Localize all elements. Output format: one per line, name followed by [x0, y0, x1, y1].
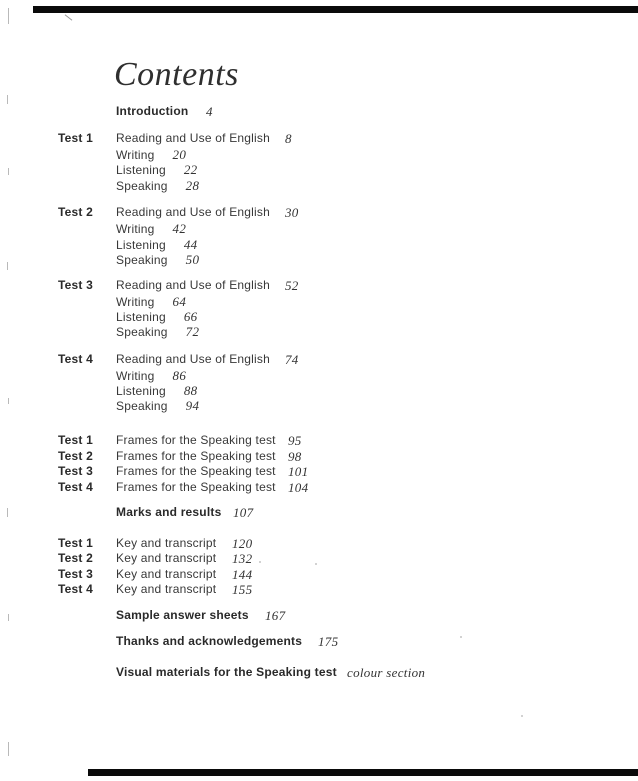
entry-label: Writing: [116, 295, 155, 309]
entry-label: Reading and Use of English: [116, 131, 270, 145]
page-number: 95: [288, 433, 302, 448]
page-number: 88: [183, 383, 198, 398]
page-number: 8: [285, 131, 292, 146]
entry-label: Frames for the Speaking test: [116, 449, 276, 463]
scan-artifact-top-bar: [33, 6, 638, 13]
entry-label: Key and transcript: [116, 567, 217, 581]
entry-label: Reading and Use of English: [116, 205, 270, 219]
page-number: 98: [288, 449, 302, 464]
entry-label: Visual materials for the Speaking test: [116, 665, 337, 679]
page-number: 42: [172, 221, 187, 236]
toc-row-frames-test3: [0, 464, 638, 479]
page-number: 155: [232, 582, 253, 597]
entry-label: Frames for the Speaking test: [116, 464, 276, 478]
page-number: colour section: [347, 665, 426, 680]
page-number: 74: [285, 352, 299, 367]
toc-row-key-test2: [0, 551, 638, 566]
test-label: Test 1: [58, 433, 93, 447]
entry-label: Speaking: [116, 399, 168, 413]
toc-row-thanks: [0, 634, 638, 649]
entry-label: Thanks and acknowledgements: [116, 634, 303, 648]
entry-label: Frames for the Speaking test: [116, 433, 276, 447]
page-number: 44: [183, 237, 198, 252]
page-number: 22: [183, 162, 198, 177]
test-label: Test 1: [58, 131, 93, 145]
page-title: Contents: [114, 56, 239, 93]
entry-label: Listening: [116, 310, 166, 324]
test-label: Test 1: [58, 536, 93, 550]
entry-label: Listening: [116, 384, 166, 398]
test-label: Test 4: [58, 352, 93, 366]
scan-artifact-speck: [521, 715, 523, 717]
toc-row-key-test1: [0, 536, 638, 551]
scan-artifact-edge-dash: [8, 8, 9, 24]
page-number: 52: [285, 278, 299, 293]
page-number: 50: [185, 252, 200, 267]
entry-label: Key and transcript: [116, 582, 217, 596]
entry-label: Listening: [116, 163, 166, 177]
test-label: Test 3: [58, 278, 93, 292]
toc-row-test4-writing: [0, 368, 638, 383]
entry-label: Writing: [116, 369, 155, 383]
toc-row-test4-speaking: [0, 398, 638, 413]
toc-row-frames-test4: [0, 480, 638, 495]
toc-row-key-test3: [0, 567, 638, 582]
toc-row-test2-writing: [0, 221, 638, 236]
page-number: 167: [265, 608, 286, 623]
page-number: 144: [232, 567, 253, 582]
entry-label: Marks and results: [116, 505, 222, 519]
toc-row-test4-reading: [0, 352, 638, 367]
page-number: 64: [172, 294, 187, 309]
page-number: 66: [183, 309, 198, 324]
entry-label: Speaking: [116, 253, 168, 267]
scan-artifact-edge-dash: [8, 742, 9, 756]
toc-row-test4-listening: [0, 383, 638, 398]
toc-row-frames-test1: [0, 433, 638, 448]
test-label: Test 4: [58, 480, 93, 494]
toc-row-test1-reading: [0, 131, 638, 146]
entry-label: Sample answer sheets: [116, 608, 249, 622]
toc-row-test3-reading: [0, 278, 638, 293]
entry-label: Listening: [116, 238, 166, 252]
page-number: 101: [288, 464, 309, 479]
entry-label: Speaking: [116, 325, 168, 339]
toc-row-sample-sheets: [0, 608, 638, 623]
test-label: Test 3: [58, 464, 93, 478]
toc-row-test1-writing: [0, 147, 638, 162]
page-number: 86: [172, 368, 187, 383]
page-number: 28: [185, 178, 200, 193]
entry-label: Introduction: [116, 104, 189, 118]
toc-row-test1-listening: [0, 162, 638, 177]
toc-row-test3-listening: [0, 309, 638, 324]
toc-row-test2-speaking: [0, 252, 638, 267]
toc-row-test2-reading: [0, 205, 638, 220]
toc-row-test3-writing: [0, 294, 638, 309]
entry-label: Key and transcript: [116, 536, 217, 550]
entry-label: Frames for the Speaking test: [116, 480, 276, 494]
page-number: 120: [232, 536, 253, 551]
entry-label: Reading and Use of English: [116, 278, 270, 292]
toc-row-introduction: [0, 104, 638, 119]
entry-label: Writing: [116, 222, 155, 236]
page-number: 104: [288, 480, 309, 495]
page-number: 20: [172, 147, 187, 162]
entry-label: Speaking: [116, 179, 168, 193]
toc-row-test3-speaking: [0, 324, 638, 339]
test-label: Test 2: [58, 551, 93, 565]
test-label: Test 4: [58, 582, 93, 596]
toc-row-visual-materials: [0, 665, 638, 680]
toc-row-frames-test2: [0, 449, 638, 464]
entry-label: Reading and Use of English: [116, 352, 270, 366]
entry-label: Writing: [116, 148, 155, 162]
page-number: 132: [232, 551, 253, 566]
toc-row-test1-speaking: [0, 178, 638, 193]
scan-artifact-edge-dash: [7, 95, 8, 104]
page-number: 30: [285, 205, 299, 220]
toc-row-key-test4: [0, 582, 638, 597]
toc-row-test2-listening: [0, 237, 638, 252]
page-number: 72: [185, 324, 200, 339]
test-label: Test 2: [58, 449, 93, 463]
scan-artifact-tick: [65, 14, 73, 20]
test-label: Test 3: [58, 567, 93, 581]
toc-row-marks: [0, 505, 638, 520]
test-label: Test 2: [58, 205, 93, 219]
scan-artifact-bottom-bar: [88, 769, 638, 776]
page-number: 94: [185, 398, 200, 413]
page-number: 175: [318, 634, 339, 649]
page-number: 4: [206, 104, 213, 119]
page-number: 107: [233, 505, 254, 520]
entry-label: Key and transcript: [116, 551, 217, 565]
